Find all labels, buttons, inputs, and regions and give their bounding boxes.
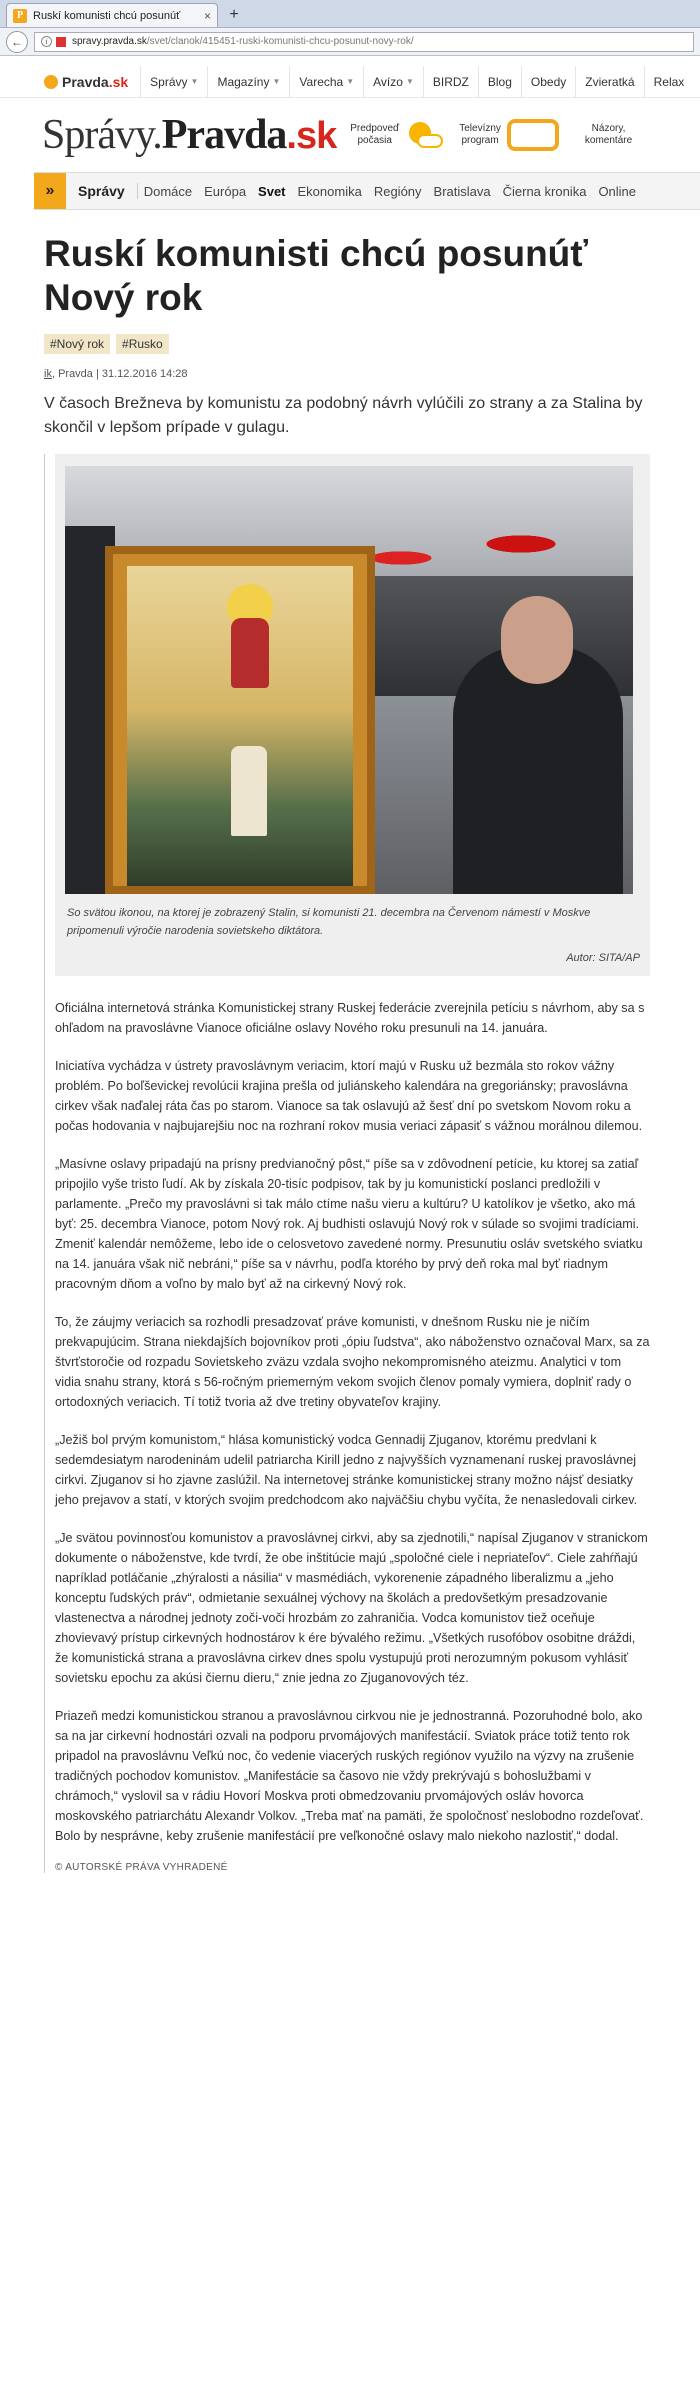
- tag-rusko[interactable]: #Rusko: [116, 334, 169, 354]
- photo-caption: So svätou ikonou, na ktorej je zobrazený Stalin, si komunisti 21. decembra na Červenom námestí v Moskve pripomenuli výročie narodenia sovietskeho diktátora.: [67, 907, 591, 937]
- topnav-item-varecha[interactable]: [289, 66, 363, 98]
- weather-widget[interactable]: [350, 120, 445, 150]
- tv-line1: Televízny: [459, 123, 501, 134]
- paragraph: „Masívne oslavy pripadajú na prísny predvianočný pôst,“ píše sa v zdôvodnení petície, ku ktorej sa zatiaľ pripojilo vyše tristo ľudí. Ak by získala 20-tisíc podpisov, tak by ju komunistickí poslanci predložili v parlamente. „Prečo my pravoslávni si tak málo ctíme našu vieru a kultúru? U katolíkov je všetko, ako má byť: 25. decembra Vianoce, potom Nový rok. Aj budhisti oslavujú Nový rok v súlade so svojimi tradíciami. Zmeniť kalendár nemôžeme, lebo ide o celosvetovo zavedené normy. Presunutiu osláv svetského sviatku na 14. januára však nič nebráni,“ píše sa v návrhu, podľa ktorého by prvý deň roka mal byť riadnym pracovným dňom a voľno by malo byť až na cirkevný Nový rok.: [55, 1157, 643, 1291]
- secnav-item-online[interactable]: Online: [598, 183, 637, 199]
- article-source: , Pravda |: [51, 368, 102, 380]
- weather-label: [350, 123, 399, 147]
- secnav-item-regiony[interactable]: Regióny: [373, 183, 422, 199]
- spravy-pravda-logo[interactable]: [42, 111, 336, 159]
- tab-title: Ruskí komunisti chcú posunúť: [33, 9, 181, 22]
- copyright-notice: © AUTORSKÉ PRÁVA VYHRADENÉ: [55, 1862, 228, 1873]
- browser-tabbar: [0, 0, 700, 28]
- paragraph: „Je svätou povinnosťou komunistov a pravoslávnej cirkvi, aby sa zjednotili,“ napísal Zjuganov v stranickom dokumente o náboženstve, kde tvrdí, že obe inštitúcie majú „spoločné ciele i nepriateľov“. Ciele zahŕňajú napríklad potláčanie „zhýralosti a násilia“ v masmédiách, vykorenenie západného liberalizmu a „jeho konceptu ľudských práv“, odmietanie sexuálnej výchovy na školách a predovšetkým presadzovanie vlastenectva a národnej jednoty zoči-voči hrozbám zo zahraničia. Vodca komunistov tiež oceňuje zhovievavý prístup cirkevných hodnostárov k ére bývalého režimu. „Všetkých rusofóbov osobitne dráždi, že komunistická strana a pravoslávna cirkev dnes spolu vystupujú proti nerozumným pokusom vyhlásiť sovietsku epochu za akúsi čiernu dieru,“ znie jedna zo Zjuganovových téz.: [55, 1531, 648, 1685]
- author-link[interactable]: ik: [44, 368, 52, 380]
- article-photo[interactable]: [65, 466, 633, 894]
- article-tags: [44, 334, 660, 354]
- topnav-item-obedy[interactable]: Obedy: [521, 66, 575, 98]
- paragraph: To, že záujmy veriacich sa rozhodli presadzovať práve komunisti, v dnešnom Rusku nie je ničím prekvapujúcim. Strana niekdajších bojovníkov proti „ópiu ľudstva“, ako náboženstvo označoval Marx, sa za štvrťstoročie od rozpadu Sovietskeho zväzu vzdala svojho nekompromisného ateizmu. Analytici v tom vidia snahu strany, ktorá s 56-ročným priemerným vekom svojich členov pomaly vymiera, doplniť rady o ortodoxných veriacich. Tí totiž tvoria až dve tretiny obyvateľov krajiny.: [55, 1315, 650, 1409]
- browser-tab[interactable]: [6, 3, 218, 27]
- back-arrow-icon[interactable]: ←: [6, 31, 28, 53]
- topnav-item-zvieratka[interactable]: Zvieratká: [575, 66, 643, 98]
- new-tab-button[interactable]: +: [229, 6, 239, 23]
- topnav-item-relax[interactable]: Relax: [644, 66, 694, 98]
- brand-header: [0, 98, 700, 172]
- secnav-item-svet[interactable]: Svet: [258, 183, 286, 199]
- weather-line2: počasia: [357, 135, 392, 146]
- opinions-label: [585, 123, 632, 147]
- tv-icon: [507, 119, 559, 151]
- section-arrow-icon[interactable]: »: [34, 172, 66, 210]
- pravda-logo-text: Pravda: [62, 73, 109, 90]
- article-meta: [44, 368, 660, 380]
- caret-down-icon: ▼: [405, 77, 414, 86]
- topnav-label: Správy: [150, 74, 188, 89]
- pravda-favicon-icon: P: [13, 9, 27, 23]
- opinions-line2: komentáre: [584, 135, 633, 146]
- article-date: 31.12.2016 14:28: [101, 368, 188, 380]
- url-host: spravy.pravda.sk: [72, 36, 147, 47]
- pravda-logo-tld: .sk: [108, 73, 129, 90]
- caret-down-icon: ▼: [272, 77, 281, 86]
- topnav-label: Varecha: [299, 74, 344, 89]
- secnav-item-europa[interactable]: Európa: [204, 183, 247, 199]
- paragraph: Iniciatíva vychádza v ústrety pravoslávnym veriacim, ktorí majú v Rusku už bezmála sto rokov vážny problém. Po boľševickej revolúcii krajina prešla od juliánskeho kalendára na gregoriánsky; pravoslávna cirkev však naďalej ráta čas po starom. Vianoce sa tak oslavujú až šesť dní po svetskom Novom roku a počas hodovania v najbujarejšiu noc na rozhraní rokov musia veriaci zápasiť s vážnou morálnou dilemou.: [55, 1059, 643, 1133]
- paragraph: Oficiálna internetová stránka Komunistickej strany Ruskej federácie zverejnila petíciu s návrhom, aby sa s ohľadom na pravoslávne Vianoce oficiálne oslavy Nového roku presunuli na 14. januára.: [55, 1001, 645, 1035]
- tv-line2: program: [461, 135, 499, 146]
- logo-tld: .sk: [286, 115, 337, 157]
- caret-down-icon: ▼: [190, 77, 199, 86]
- browser-urlbar: [0, 28, 700, 56]
- topnav-item-avizo[interactable]: [363, 66, 423, 98]
- logo-part2: Pravda: [161, 112, 287, 158]
- opinions-widget[interactable]: [585, 123, 632, 147]
- weather-line1: Predpoveď: [350, 123, 400, 134]
- secnav-item-ekonomika[interactable]: Ekonomika: [297, 183, 362, 199]
- top-navigation: [0, 66, 700, 98]
- pravda-logo-icon: [44, 75, 58, 89]
- topnav-label: Magazíny: [217, 74, 270, 89]
- article-lead: V časoch Brežneva by komunistu za podobný návrh vylúčili zo strany a za Stalina by skončil v lepšom prípade v gulagu.: [44, 395, 643, 436]
- secnav-item-domace[interactable]: Domáce: [143, 183, 193, 199]
- topnav-item-birdz[interactable]: BIRDZ: [423, 66, 478, 98]
- topnav-item-magaziny[interactable]: [207, 66, 289, 98]
- logo-part1: Správy.: [42, 112, 162, 158]
- url-path: /svet/clanok/415451-ruski-komunisti-chcu-posunut-novy-rok/: [146, 36, 414, 47]
- secnav-item-ciernakronika[interactable]: Čierna kronika: [502, 183, 587, 199]
- paragraph: „Ježiš bol prvým komunistom,“ hlása komunistický vodca Gennadij Zjuganov, ktorému predvlani k sedemdesiatym narodeninám udelil patriarcha Kirill jedno z najvyšších vyznamenaní ruskej pravoslávnej cirkvi. Zjuganov si ho zjavne zaslúžil. Na internetovej stránke komunistickej strany možno nájsť desiatky jeho prejavov a statí, v ktorých svojim predchodcom ako najväčšiu chybu vyčíta, že nenasledovali cirkev.: [55, 1433, 638, 1507]
- section-title[interactable]: Správy: [66, 183, 138, 199]
- topnav-item-blog[interactable]: Blog: [478, 66, 521, 98]
- topnav-item-spravy[interactable]: [140, 66, 207, 98]
- url-input[interactable]: [34, 32, 694, 52]
- photo-block: [55, 454, 650, 976]
- secnav-item-bratislava[interactable]: Bratislava: [433, 183, 491, 199]
- tv-widget[interactable]: [459, 119, 559, 151]
- photo-credit: Autor: SITA/AP: [566, 952, 640, 964]
- caret-down-icon: ▼: [346, 77, 355, 86]
- info-icon[interactable]: i: [41, 36, 52, 47]
- article-title: Ruskí komunisti chcú posunúť Nový rok: [44, 233, 588, 318]
- opinions-line1: Názory,: [591, 123, 626, 134]
- article-body: [44, 454, 660, 1873]
- section-navigation: [34, 172, 700, 210]
- tab-close-icon[interactable]: ×: [203, 8, 211, 23]
- topnav-label: Avízo: [373, 74, 403, 89]
- insecure-icon: [56, 37, 66, 47]
- paragraph: Priazeň medzi komunistickou stranou a pravoslávnou cirkvou nie je jednostranná. Pozoruhodné bolo, ako sa na jar cirkevní hodnostári ozvali na podporu prvomájových manifestácií. Sviatok práce totiž tento rok pripadol na pravoslávnu Veľkú noc, čo vedenie viacerých ruských regiónov využilo na výzvy na zrušenie tradičných pochodov komunistov. „Manifestácie sa časovo nie vždy prekrývajú s bohoslužbami v chrámoch,“ vyslovil sa v rádiu Hovorí Moskva proti obmedzovaniu prvomájových osláv hovorca moskovského patriarchátu Alexandr Volkov. „Treba mať na pamäti, že spoločnosť neslobodno rozdeľovať. Bolo by nesprávne, keby zrušenie manifestácií pre veľkonočné oslavy malo niekoho nazlostiť,“ dodal.: [55, 1709, 644, 1843]
- article: [0, 232, 700, 1873]
- tv-label: [459, 123, 501, 147]
- sun-cloud-icon: [405, 120, 445, 150]
- pravda-logo-small[interactable]: [44, 74, 128, 90]
- tag-novy-rok[interactable]: #Nový rok: [44, 334, 110, 354]
